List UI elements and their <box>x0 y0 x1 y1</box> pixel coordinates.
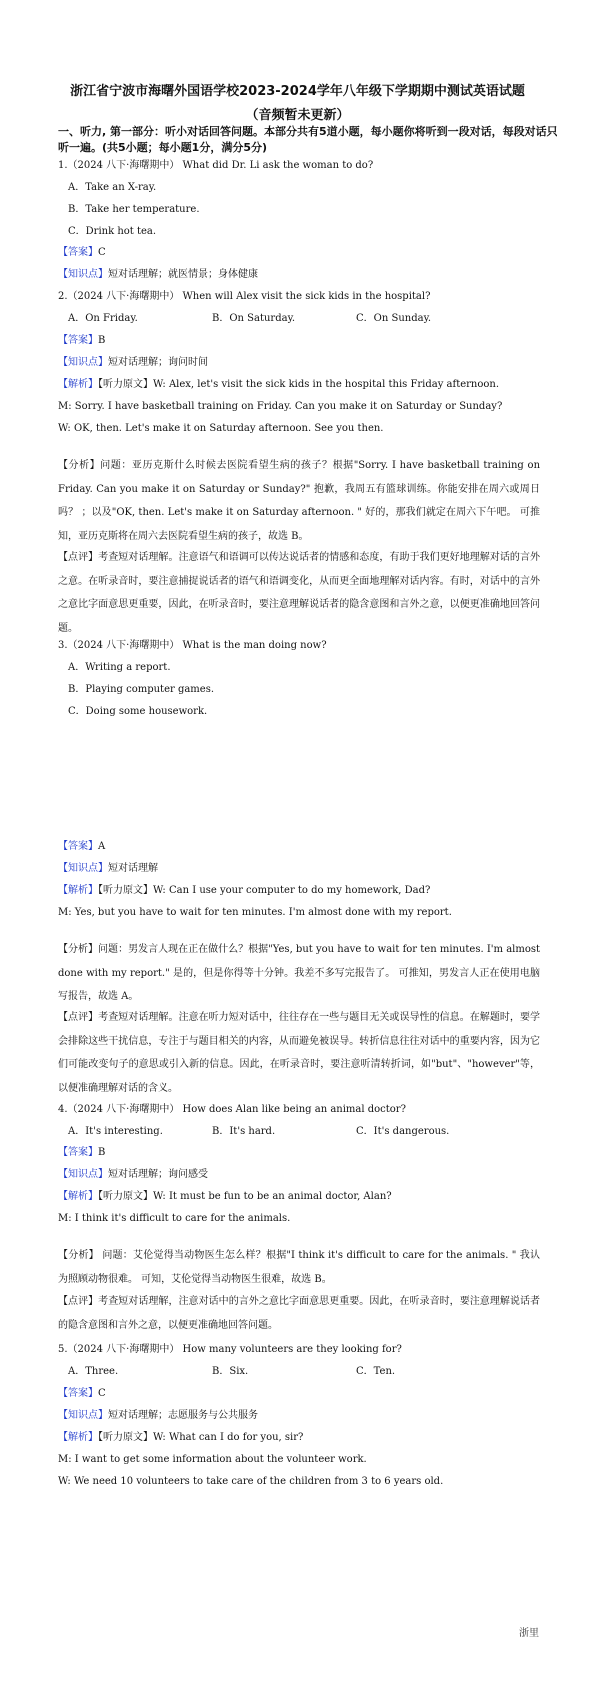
q4-fenxi <box>58 1244 540 1291</box>
transcript-text: W: It must be fun to be an animal doctor, Alan? <box>153 1191 392 1202</box>
q2-transcript-line-3: W: OK, then. Let's make it on Saturday afternoon. See you then. <box>58 423 384 434</box>
q4-option-b: B．It's hard. <box>212 1126 276 1137</box>
q4-transcript-line-1 <box>58 1190 392 1204</box>
q1-option-a: A．Take an X-ray. <box>68 182 157 193</box>
q3-option-b: B．Playing computer games. <box>68 684 215 695</box>
knowledge-tag: 【知识点】 <box>58 1169 108 1180</box>
transcript-text: W: Alex, let's visit the sick kids in the hospital this Friday afternoon. <box>153 379 500 390</box>
knowledge-tag: 【知识点】 <box>58 269 108 280</box>
q3-knowledge <box>58 862 158 876</box>
q2-knowledge <box>58 356 208 370</box>
answer-tag: 【答案】 <box>58 1388 98 1399</box>
q4-answer <box>58 1146 105 1160</box>
page-footer: 浙里 <box>519 1628 539 1639</box>
q2-transcript-line-1 <box>58 378 499 392</box>
question-3-stem: 3.（2024 八下·海曙期中） What is the man doing now? <box>58 640 327 651</box>
dianping-tag: 【点评】 <box>58 1012 99 1023</box>
q3-fenxi <box>58 938 540 1009</box>
section-heading: 一、听力, 第一部分：听小对话回答问题。本部分共有5道小题，每小题你将听到一段对话，每段对话只听一遍。(共5小题；每小题1分，满分5分) <box>58 125 558 154</box>
answer-value: C <box>98 247 106 258</box>
q2-answer <box>58 334 105 348</box>
listening-tag: 【听力原文】 <box>98 379 153 390</box>
fenxi-text: 问题：亚历克斯什么时候去医院看望生病的孩子？根据"Sorry. I have basketball training on Friday. Can you make it on Saturday or Sunday?" 抱歉，我周五有篮球训练。你能安排在周六或周日吗？ ；以及"OK, then. Let's make it on Saturday afternoon. " 好的，那我们就定在周六下午吧。 可推知，亚历克斯将在周六去医院看望生病的孩子，故选 B。 <box>58 460 541 542</box>
answer-value: C <box>98 1388 106 1399</box>
analysis-tag: 【解析】 <box>58 379 98 390</box>
listening-tag: 【听力原文】 <box>98 885 153 896</box>
q3-option-c: C．Doing some housework. <box>68 706 208 717</box>
q3-dianping <box>58 1006 540 1100</box>
answer-value: B <box>98 1147 106 1158</box>
q5-answer <box>58 1387 106 1401</box>
fenxi-tag: 【分析】 <box>58 460 101 471</box>
q5-transcript-line-3: W: We need 10 volunteers to take care of the children from 3 to 6 years old. <box>58 1476 444 1487</box>
q5-option-a: A．Three. <box>68 1366 119 1377</box>
q4-knowledge <box>58 1168 208 1182</box>
q1-option-c: C．Drink hot tea. <box>68 226 157 237</box>
fenxi-text: 问题：男发言人现在正在做什么？根据"Yes, but you have to wait for ten minutes. I'm almost done with my report." 是的，但是你得等十分钟。我差不多写完报告了。 可推知，男发言人正在使用电脑写报告，故选 A。 <box>58 944 541 1002</box>
question-5-stem: 5.（2024 八下·海曙期中） How many volunteers are they looking for? <box>58 1344 402 1355</box>
q4-transcript-line-2: M: I think it's difficult to care for the animals. <box>58 1213 291 1224</box>
analysis-tag: 【解析】 <box>58 1432 98 1443</box>
q1-option-b: B．Take her temperature. <box>68 204 200 215</box>
question-4-stem: 4.（2024 八下·海曙期中） How does Alan like being an animal doctor? <box>58 1104 406 1115</box>
q4-dianping <box>58 1290 540 1337</box>
answer-tag: 【答案】 <box>58 841 98 852</box>
knowledge-value: 短对话理解；询问感受 <box>108 1169 208 1180</box>
q3-option-a: A．Writing a report. <box>68 662 171 673</box>
q5-option-b: B．Six. <box>212 1366 249 1377</box>
q4-option-a: A．It's interesting. <box>68 1126 163 1137</box>
answer-tag: 【答案】 <box>58 1147 98 1158</box>
question-2-stem: 2.（2024 八下·海曙期中） When will Alex visit the sick kids in the hospital? <box>58 291 431 302</box>
q2-transcript-line-2: M: Sorry. I have basketball training on Friday. Can you make it on Saturday or Sunday? <box>58 401 503 412</box>
q3-transcript-line-2: M: Yes, but you have to wait for ten minutes. I'm almost done with my report. <box>58 907 452 918</box>
answer-tag: 【答案】 <box>58 335 98 346</box>
analysis-tag: 【解析】 <box>58 1191 98 1202</box>
knowledge-value: 短对话理解；就医情景；身体健康 <box>108 269 258 280</box>
q2-fenxi <box>58 454 540 548</box>
knowledge-tag: 【知识点】 <box>58 1410 108 1421</box>
dianping-tag: 【点评】 <box>58 1296 99 1307</box>
knowledge-tag: 【知识点】 <box>58 863 108 874</box>
document-subtitle: （音频暂未更新） <box>245 108 350 123</box>
knowledge-tag: 【知识点】 <box>58 357 108 368</box>
dianping-text: 考查短对话理解。注意语气和语调可以传达说话者的情感和态度，有助于我们更好地理解对话的言外之意。在听录音时，要注意捕捉说话者的语气和语调变化，从而更全面地理解对话内容。有时，对话中的言外之意比字面意思更重要，因此，在听录音时，要注意理解说话者的隐含意图和言外之意，以便更准确地回答问题。 <box>58 552 541 634</box>
knowledge-value: 短对话理解 <box>108 863 158 874</box>
transcript-text: W: What can I do for you, sir? <box>153 1432 304 1443</box>
q2-option-b: B．On Saturday. <box>212 313 296 324</box>
q3-transcript-line-1 <box>58 884 430 898</box>
analysis-tag: 【解析】 <box>58 885 98 896</box>
q2-option-a: A．On Friday. <box>68 313 138 324</box>
dianping-text: 考查短对话理解，注意对话中的言外之意比字面意思更重要。因此，在听录音时，要注意理解说话者的隐含意图和言外之意，以便更准确地回答问题。 <box>58 1296 541 1331</box>
q1-answer <box>58 246 106 260</box>
fenxi-tag: 【分析】 <box>58 944 99 955</box>
transcript-text: W: Can I use your computer to do my homework, Dad? <box>153 885 431 896</box>
q5-transcript-line-2: M: I want to get some information about the volunteer work. <box>58 1454 367 1465</box>
q4-option-c: C．It's dangerous. <box>356 1126 450 1137</box>
answer-value: B <box>98 335 106 346</box>
knowledge-value: 短对话理解；询问时间 <box>108 357 208 368</box>
answer-tag: 【答案】 <box>58 247 98 258</box>
q2-dianping <box>58 546 540 640</box>
listening-tag: 【听力原文】 <box>98 1432 153 1443</box>
fenxi-tag: 【分析】 <box>58 1250 99 1261</box>
listening-tag: 【听力原文】 <box>98 1191 153 1202</box>
dianping-tag: 【点评】 <box>58 552 99 563</box>
q1-knowledge <box>58 268 258 282</box>
dianping-text: 考查短对话理解。注意在听力短对话中，往往存在一些与题目无关或误导性的信息。在解题时，要学会排除这些干扰信息，专注于与题目相关的内容，从而避免被误导。转折信息往往对话中的重要内容，因为它们可能改变句子的意思或引入新的信息。因此，在听录音时，要注意听清转折词，如"but"、"however"等，以便准确理解对话的含义。 <box>58 1012 541 1094</box>
q5-knowledge <box>58 1409 258 1423</box>
q5-transcript-line-1 <box>58 1431 303 1445</box>
q5-option-c: C．Ten. <box>356 1366 396 1377</box>
q3-answer <box>58 840 105 854</box>
answer-value: A <box>98 841 106 852</box>
fenxi-text: 问题：艾伦觉得当动物医生怎么样？根据"I think it's difficult to care for the animals. " 我认为照顾动物很难。 可知，艾伦觉得当动物医生很难，故选 B。 <box>58 1250 541 1285</box>
q2-option-c: C．On Sunday. <box>356 313 432 324</box>
question-1-stem: 1.（2024 八下·海曙期中） What did Dr. Li ask the woman to do? <box>58 160 374 171</box>
knowledge-value: 短对话理解；志愿服务与公共服务 <box>108 1410 258 1421</box>
document-title: 浙江省宁波市海曙外国语学校2023-2024学年八年级下学期期中测试英语试题 <box>70 84 525 99</box>
